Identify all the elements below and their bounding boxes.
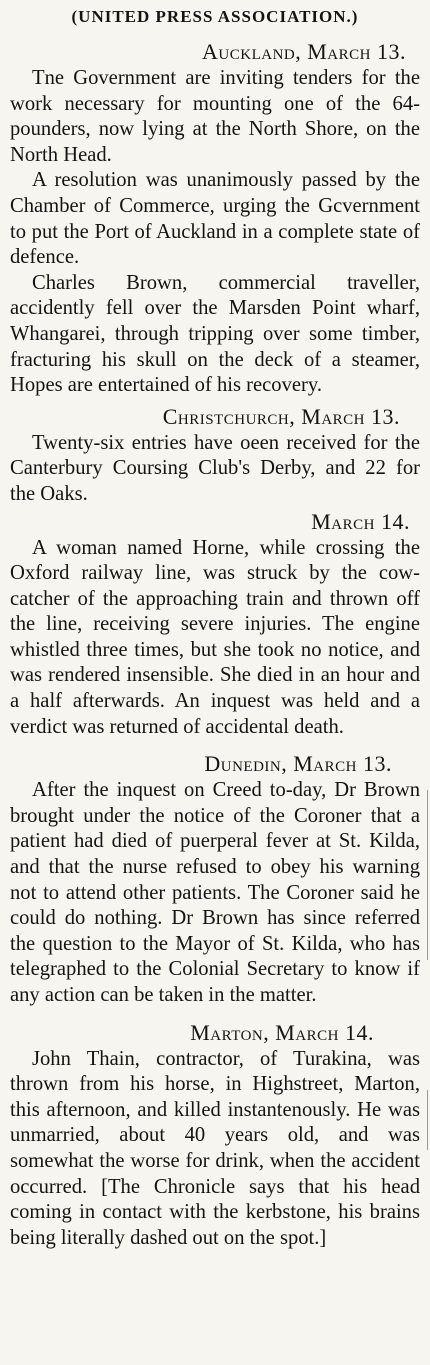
paragraph: A resolution was unanimously passed by the Chamber of Commerce, urging the Gcvernment to put the Port of Auckland in a complete state of defence. <box>10 169 420 269</box>
agency-header: (UNITED PRESS ASSOCIATION.) <box>71 7 359 26</box>
paragraph: Charles Brown, commercial traveller, accidently fell over the Marsden Point wharf, Whangarei, through tripping over some timber, fracturing his skull on the deck of a steamer, Hopes are entertained of his recovery. <box>10 271 420 397</box>
paragraph: Tne Government are inviting tenders for the work necessary for mounting one of the 64-pounders, now lying at the North Shore, on the North Head. <box>10 67 420 166</box>
news-section-marton <box>10 1019 420 1252</box>
news-section-dunedin <box>10 750 420 1008</box>
dateline-christchurch: Christchurch, March 13. <box>162 403 400 429</box>
news-section-christchurch-march14 <box>10 508 420 741</box>
dateline-marton: Marton, March 14. <box>190 1019 374 1045</box>
paragraph: A woman named Horne, while crossing the Oxford railway line, was struck by the cow-catcher of the approaching train and thrown off the line, receiving severe injuries. The engine whistled three times, but she took no notice, and was rendered insensible. She died in an hour and a half afterwards. An inquest was held and a verdict was returned of accidental death. <box>10 536 420 738</box>
news-section-christchurch <box>10 403 420 508</box>
column-rule <box>427 790 428 960</box>
column-rule <box>427 1090 428 1150</box>
paragraph: After the inquest on Creed to-day, Dr Brown brought under the notice of the Coroner that a patient had died of puerperal fever at St. Kilda, and that the nurse refused to obey his warning not to attend other patients. The Coroner said he could do nothing. Dr Brown has since referred the question to the Mayor of St. Kilda, who has telegraphed to the Colonial Secretary to know if any action can be taken in the matter. <box>10 779 420 1006</box>
paragraph: Twenty-six entries have oeen received for the Canterbury Coursing Club's Derby, and 22 for the Oaks. <box>10 431 420 505</box>
news-section-auckland <box>10 38 420 399</box>
dateline-auckland: Auckland, March 13. <box>202 39 406 64</box>
dateline-dunedin: Dunedin, March 13. <box>204 751 392 777</box>
paragraph: John Thain, contractor, of Turakina, was thrown from his horse, in Highstreet, Marton, this afternoon, and killed instantenously. He was unmarried, about 40 years old, and was somewhat the worse for drink, when the accident occurred. [The Chronicle says that his head coming in contact with the kerbstone, his brains being literally dashed out on the spot.] <box>10 1047 420 1249</box>
dateline-march-14: March 14. <box>311 508 410 534</box>
